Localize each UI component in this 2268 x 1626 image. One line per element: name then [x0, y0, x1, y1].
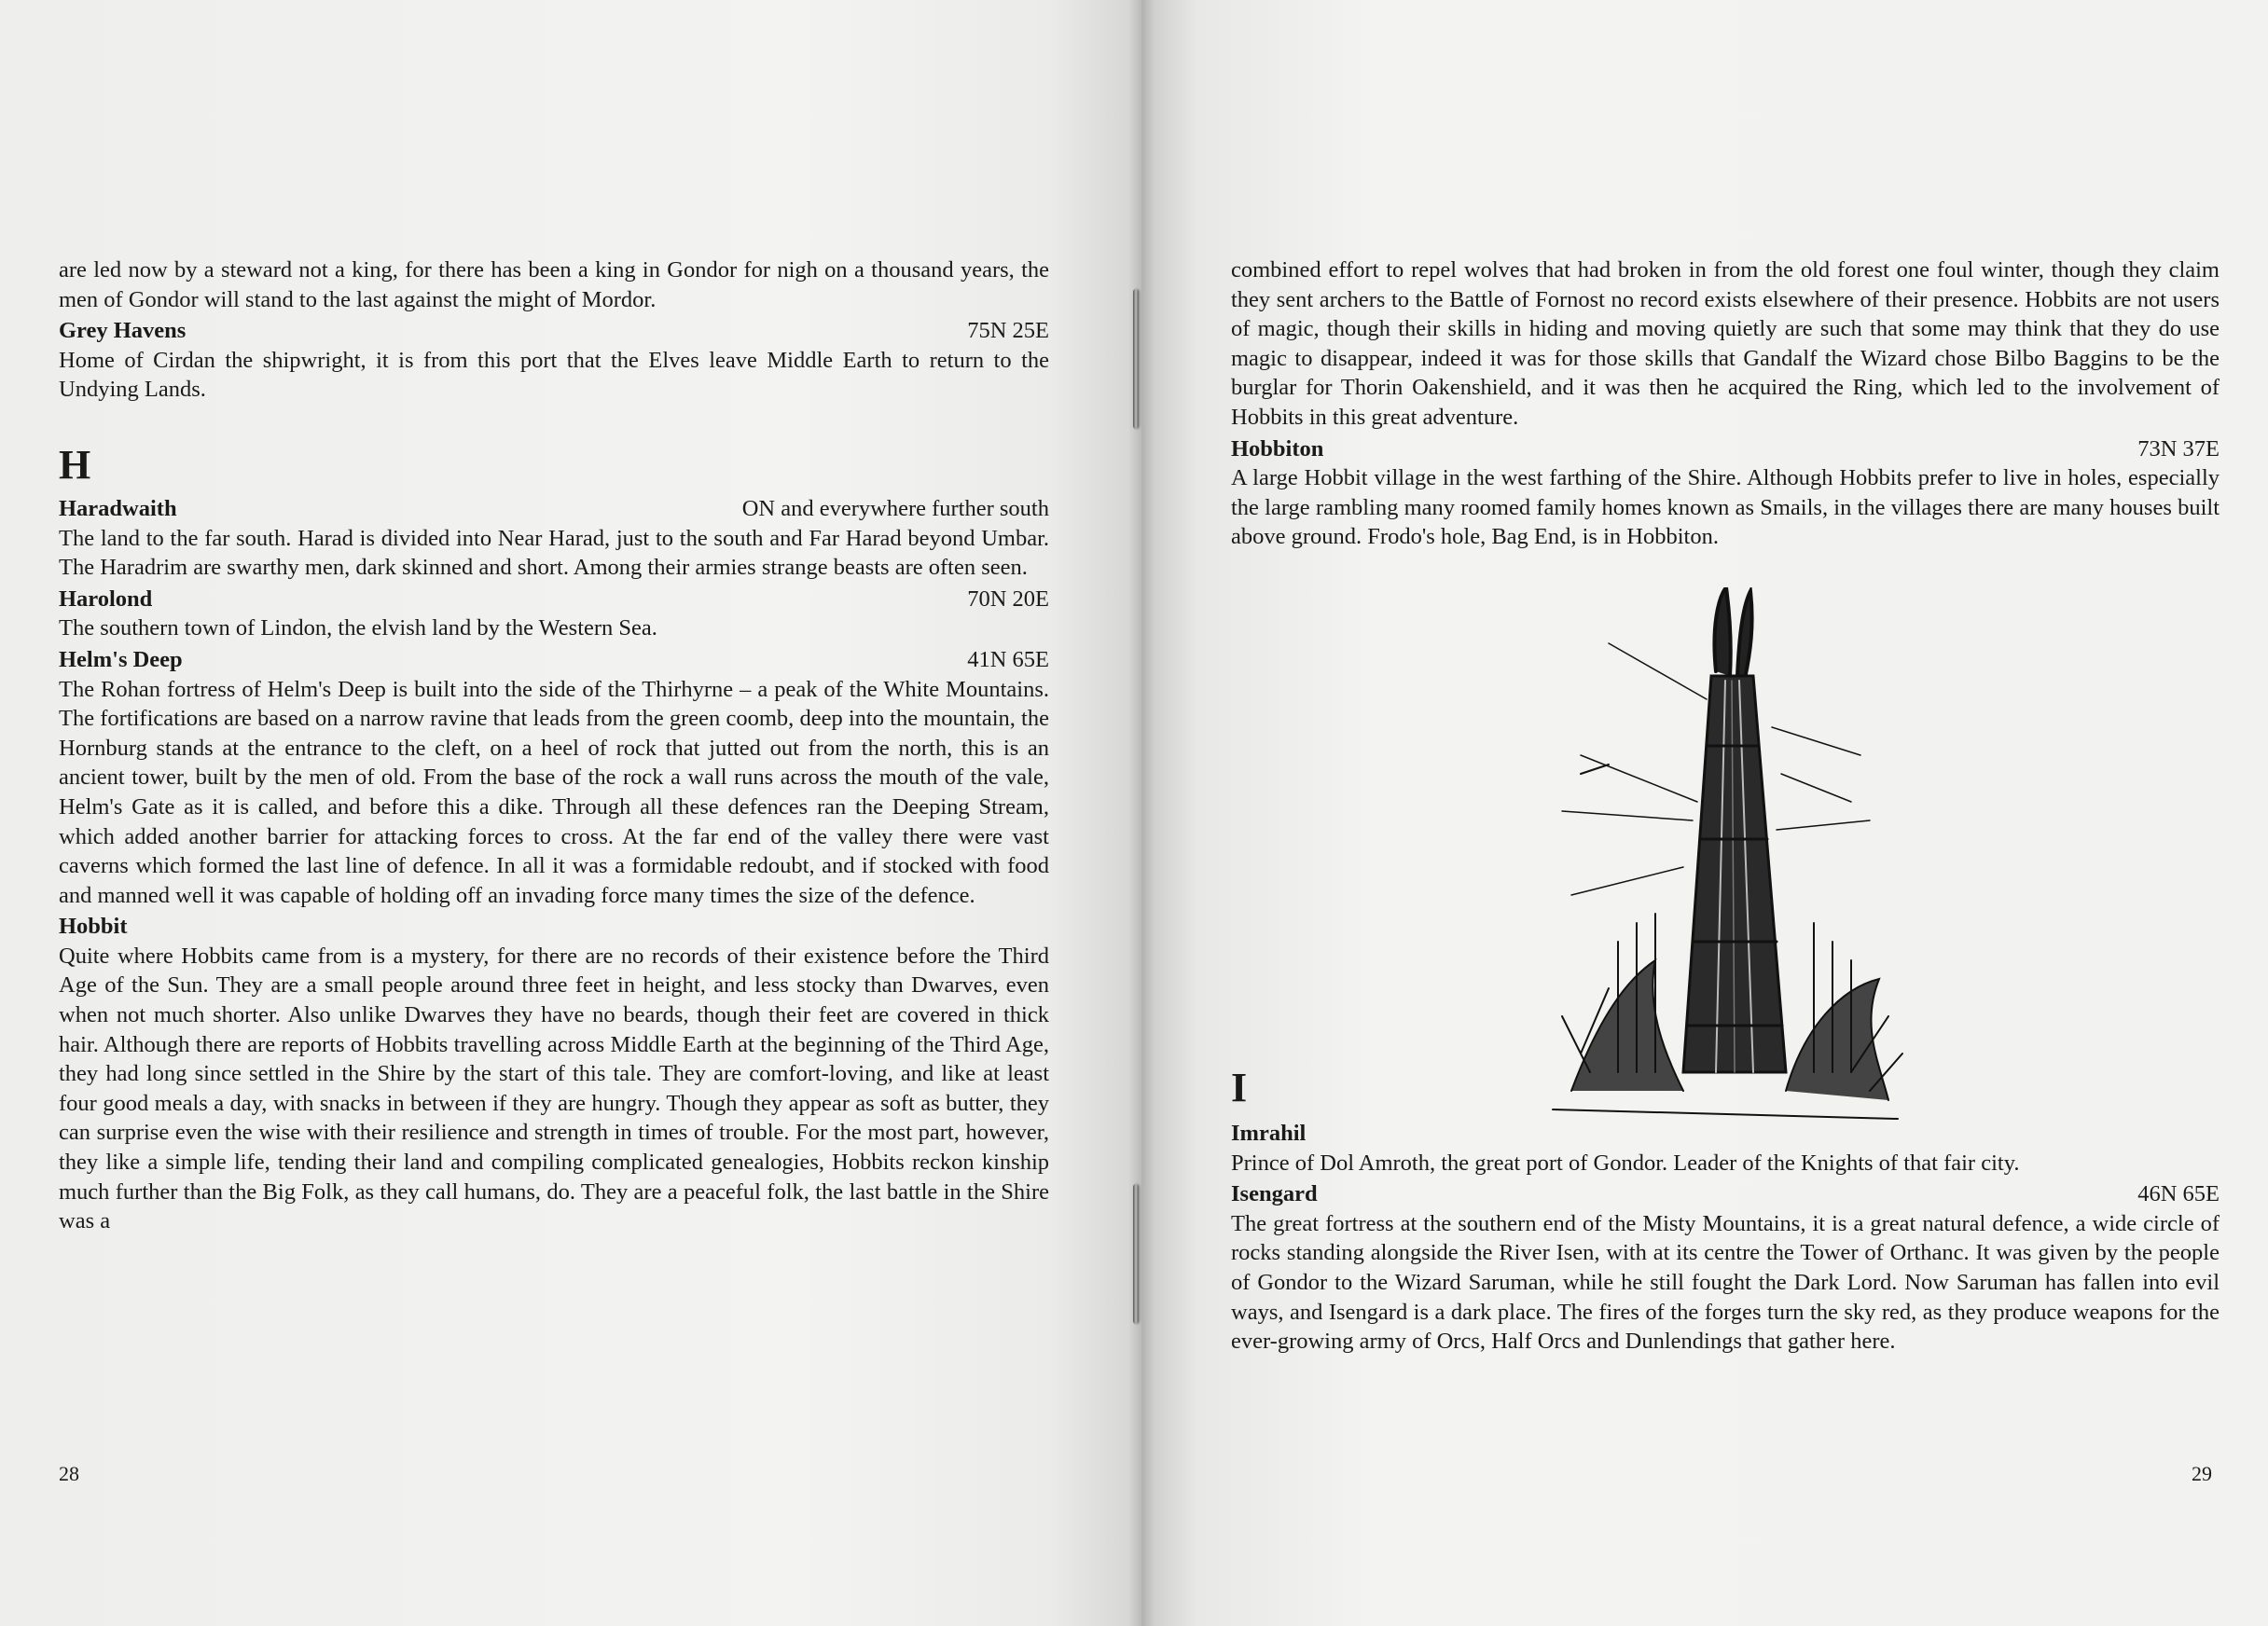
- entry-grey-havens: [59, 316, 1049, 405]
- left-text-column: [59, 255, 1049, 1236]
- entry-text: Prince of Dol Amroth, the great port of Gondor. Leader of the Knights of that fair city.: [1231, 1150, 2020, 1176]
- entry-coordinates: 73N 37E: [2137, 435, 2220, 462]
- entry-helms-deep: [59, 645, 1049, 910]
- entry-title: Hobbit: [59, 914, 128, 940]
- entry-imrahil: [1231, 1119, 2220, 1178]
- entry-text: The great fortress at the southern end of the Misty Mountains, it is a great natural defence, a wide circle of rocks standing alongside the River Isen, with at its centre the Tower of Orthanc. It was given by the people of Gondor to the Wizard Saruman, while he still fought the Dark Lord. Now Saruman has fallen into evil ways, and Isengard is a dark place. The fires of the forges turn the sky red, as they produce weapons for the ever-growing army of Orcs, Half Orcs and Dunlendings that gather here.: [1231, 1210, 2220, 1355]
- entry-text: The southern town of Lindon, the elvish land by the Western Sea.: [59, 615, 657, 641]
- entry-coordinates: ON and everywhere further south: [741, 495, 1049, 521]
- entry-title: Grey Havens: [59, 318, 187, 344]
- tower-of-orthanc-illustration: [1543, 587, 1907, 1128]
- entry-hobbiton: [1231, 434, 2220, 552]
- right-text-column: [1231, 255, 2220, 552]
- page-number-left: 28: [59, 1462, 79, 1485]
- page-number-right: 29: [2192, 1462, 2212, 1485]
- book-gutter: [1128, 0, 1155, 1626]
- entry-coordinates: 41N 65E: [967, 646, 1049, 672]
- entry-isengard: [1231, 1179, 2220, 1357]
- entry-text: The Rohan fortress of Helm's Deep is built into the side of the Thirhyrne – a peak of the White Mountains. The fortifications are based on a narrow ravine that leads from the green coomb, deep into the mountain, the Hornburg stands at the entrance to the cleft, on a heel of rock that jutted out from the north, this is an ancient tower, built by the men of old. From the base of the rock a wall runs across the mouth of the vale, Helm's Gate as it is called, and before this a dike. Through all these defences ran the Deeping Stream, which added another barrier for attacking forces to cross. At the far end of the valley there were vast caverns which formed the last line of defence. In all it was a formidable redoubt, and if stocked with food and manned well it was capable of holding off an invading force many times the size of the defence.: [59, 676, 1049, 908]
- entry-title: Harolond: [59, 586, 153, 612]
- entry-title: Haradwaith: [59, 495, 177, 521]
- staple-top: [1133, 289, 1139, 429]
- entry-coordinates: 70N 20E: [967, 586, 1049, 612]
- entry-coordinates: 46N 65E: [2137, 1181, 2220, 1207]
- entry-title: Isengard: [1231, 1181, 1318, 1207]
- entry-text: The land to the far south. Harad is divided into Near Harad, just to the south and Far Harad beyond Umbar. The Haradrim are swarthy men, dark skinned and short. Among their armies strange beasts are often seen.: [59, 525, 1049, 581]
- entry-harolond: [59, 585, 1049, 643]
- right-continuation-text: combined effort to repel wolves that had broken in from the old forest one foul winter, though they claim they sent archers to the Battle of Fornost no record exists elsewhere of their presence. Hobbits are not users of magic, though their skills in hiding and moving quietly are such that some may think that they do use magic to disappear, indeed it was for those skills that Gandalf the Wizard chose Bilbo Baggins to be the burglar for Thorin Oakenshield, and it was then he acquired the Ring, which led to the involvement of Hobbits in this great adventure.: [1231, 257, 2220, 430]
- staple-bottom: [1133, 1184, 1139, 1324]
- entry-text: Home of Cirdan the shipwright, it is from this port that the Elves leave Middle Earth to return to the Undying Lands.: [59, 347, 1049, 403]
- entry-title: Imrahil: [1231, 1121, 1307, 1146]
- entry-text: A large Hobbit village in the west farthing of the Shire. Although Hobbits prefer to live in holes, especially the large rambling many roomed family homes known as Smails, in the villages there are many houses built above ground. Frodo's hole, Bag End, is in Hobbiton.: [1231, 465, 2220, 550]
- entry-coordinates: 75N 25E: [967, 318, 1049, 344]
- right-text-column-lower: [1231, 1117, 2220, 1357]
- left-continuation-text: are led now by a steward not a king, for there has been a king in Gondor for nigh on a thousand years, the men of Gondor will stand to the last against the might of Mordor.: [59, 257, 1049, 312]
- section-letter-i: I: [1231, 1065, 1248, 1110]
- entry-hobbit: [59, 912, 1049, 1236]
- section-letter-h: H: [59, 441, 91, 488]
- entry-text: Quite where Hobbits came from is a mystery, for there are no records of their existence before the Third Age of the Sun. They are a small people around three feet in height, and less stocky than Dwarves, even when not much shorter. Also unlike Dwarves they have no beards, though their feet are covered in thick hair. Although there are reports of Hobbits travelling across Middle Earth at the beginning of the Third Age, they had long since settled in the Shire by the start of this tale. They are comfort-loving, and like at least four good meals a day, with snacks in between if they are hungry. Though they appear as soft as butter, they can surprise even the wise with their resilience and strength in times of trouble. For the most part, however, they like a simple life, tending their land and compiling complicated genealogies, Hobbits reckon kinship much further than the Big Folk, as they call humans, do. They are a peaceful folk, the last battle in the Shire was a: [59, 943, 1049, 1234]
- entry-title: Hobbiton: [1231, 435, 1324, 462]
- entry-title: Helm's Deep: [59, 646, 183, 672]
- entry-haradwaith: [59, 494, 1049, 583]
